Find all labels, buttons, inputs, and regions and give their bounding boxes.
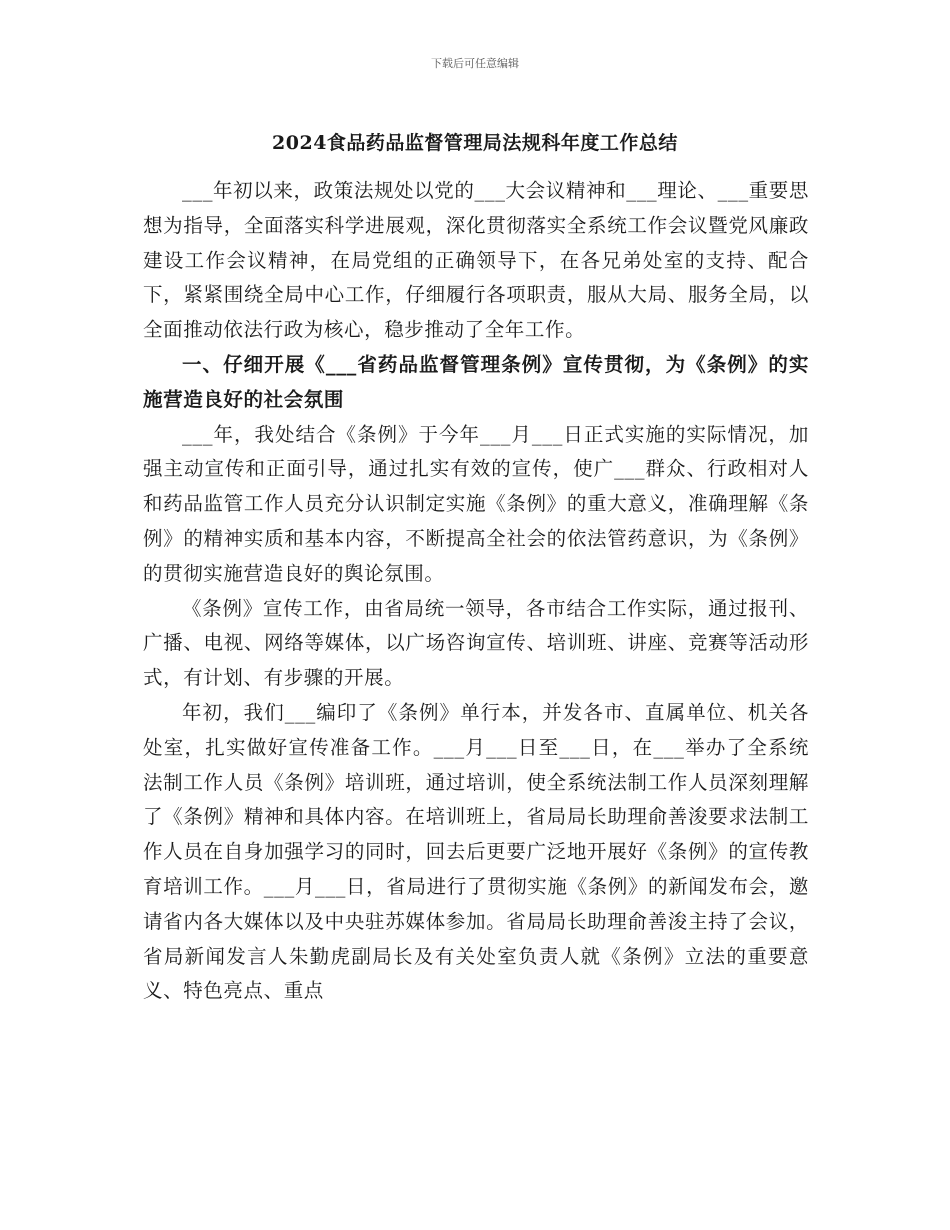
document-title: 2024食品药品监督管理局法规科年度工作总结 [272, 132, 678, 154]
section-1-paragraph-2: 《条例》宣传工作，由省局统一领导，各市结合工作实际，通过报刊、广播、电视、网络等媒体，以广场咨询宣传、培训班、讲座、竞赛等活动形式，有计划、有步骤的开展。 [143, 596, 809, 690]
section-1-paragraph-1: ___年，我处结合《条例》于今年___月___日正式实施的实际情况，加强主动宣传和正面引导，通过扎实有效的宣传，使广___群众、行政相对人和药品监管工作人员充分认识制定实施《条例》的重大意义，准确理解《条例》的精神实质和基本内容，不断提高全社会的依法管药意识，为《条例》的贯彻实施营造良好的舆论氛围。 [143, 422, 809, 585]
header-note: 下载后可任意编辑 [431, 57, 519, 70]
document-body [143, 174, 809, 1009]
section-1-heading: 一、仔细开展《___省药品监督管理条例》宣传贯彻，为《条例》的实施营造良好的社会氛围 [143, 352, 809, 411]
section-1-paragraph-3: 年初，我们___编印了《条例》单行本，并发各市、直属单位、机关各处室，扎实做好宣传准备工作。___月___日至___日，在___举办了全系统法制工作人员《条例》培训班，通过培训，使全系统法制工作人员深刻理解了《条例》精神和具体内容。在培训班上，省局局长助理俞善浚要求法制工作人员在自身加强学习的同时，回去后更要广泛地开展好《条例》的宣传教育培训工作。___月___日，省局进行了贯彻实施《条例》的新闻发布会，邀请省内各大媒体以及中央驻苏媒体参加。省局局长助理俞善浚主持了会议，省局新闻发言人朱勤虎副局长及有关处室负责人就《条例》立法的重要意义、特色亮点、重点 [143, 700, 809, 1003]
intro-paragraph: ___年初以来，政策法规处以党的___大会议精神和___理论、___重要思想为指导，全面落实科学进展观，深化贯彻落实全系统工作会议暨党风廉政建设工作会议精神，在局党组的正确领导下，在各兄弟处室的支持、配合下，紧紧围绕全局中心工作，仔细履行各项职责，服从大局、服务全局，以全面推动依法行政为核心，稳步推动了全年工作。 [143, 179, 809, 342]
